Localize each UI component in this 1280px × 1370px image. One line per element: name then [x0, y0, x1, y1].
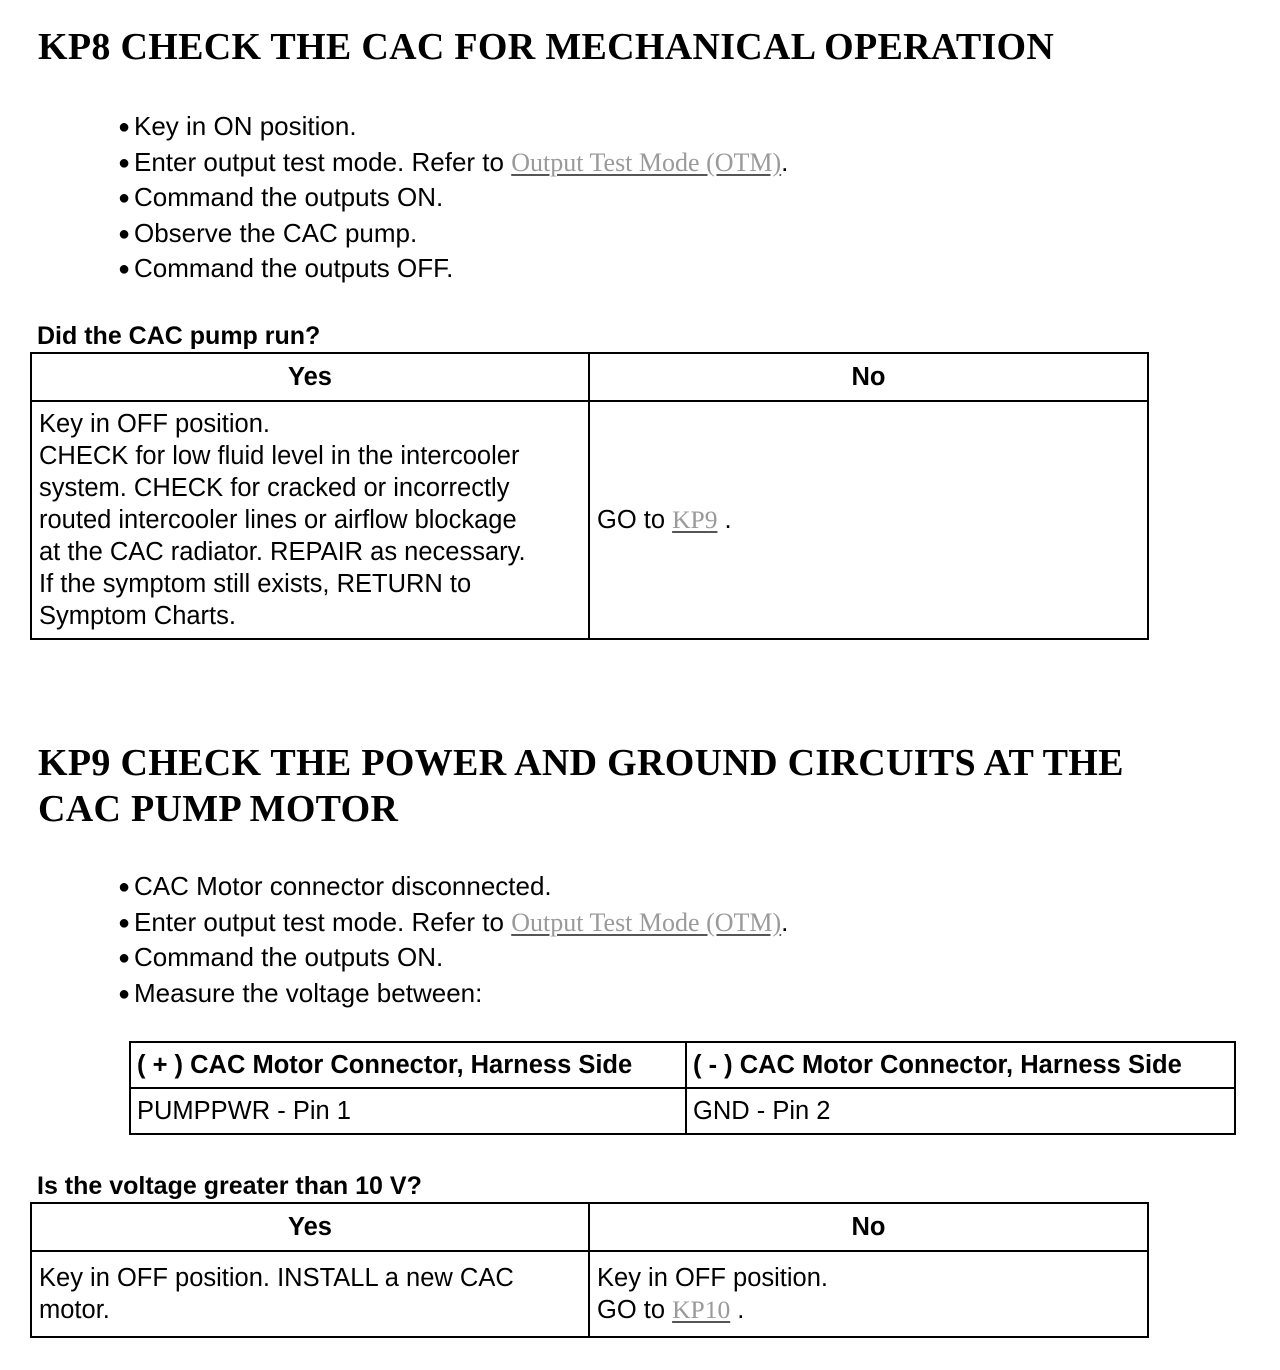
bullet-icon: ● [118, 911, 131, 934]
negative-header: ( - ) CAC Motor Connector, Harness Side [686, 1042, 1235, 1088]
bullet-icon: ● [118, 258, 131, 280]
otm-link[interactable]: Output Test Mode (OTM) [511, 147, 782, 177]
positive-header: ( + ) CAC Motor Connector, Harness Side [130, 1042, 686, 1088]
yes-header: Yes [31, 353, 589, 401]
kp8-question: Did the CAC pump run? [37, 322, 321, 350]
bullet-icon: ● [118, 947, 131, 969]
voltage-table [129, 1041, 1236, 1135]
bullet-icon: ● [118, 116, 131, 138]
bullet-icon: ● [118, 982, 131, 1005]
kp8-steps [118, 109, 788, 287]
list-item: ● Command the outputs ON. [118, 180, 788, 216]
kp9-steps [118, 869, 788, 1011]
yes-cell: Key in OFF position. INSTALL a new CAC motor. [31, 1251, 589, 1337]
no-header: No [589, 353, 1148, 401]
yes-header: Yes [31, 1203, 589, 1251]
kp9-decision-table [30, 1202, 1149, 1338]
list-item: ● Command the outputs OFF. [118, 251, 788, 287]
bullet-icon: ● [118, 876, 131, 898]
kp9-title: KP9 CHECK THE POWER AND GROUND CIRCUITS AT THE CAC PUMP MOTOR [38, 742, 1124, 830]
list-item: ● Enter output test mode. Refer to Output Test Mode (OTM). [118, 145, 788, 181]
list-item: ● Measure the voltage between: [118, 976, 788, 1012]
list-item: ● Key in ON position. [118, 109, 788, 145]
no-cell: Key in OFF position. GO to KP10 . [589, 1251, 1148, 1337]
kp8-decision-table [30, 352, 1149, 640]
list-item: ● Command the outputs ON. [118, 940, 788, 976]
no-cell: GO to KP9 . [589, 401, 1148, 639]
bullet-icon: ● [118, 151, 131, 174]
no-header: No [589, 1203, 1148, 1251]
list-item: ● Enter output test mode. Refer to Output Test Mode (OTM). [118, 905, 788, 941]
negative-pin-cell: GND - Pin 2 [686, 1088, 1235, 1134]
list-item: ● CAC Motor connector disconnected. [118, 869, 788, 905]
bullet-icon: ● [118, 222, 131, 245]
positive-pin-cell: PUMPPWR - Pin 1 [130, 1088, 686, 1134]
yes-cell: Key in OFF position. CHECK for low fluid level in the intercooler system. CHECK for cracked or incorrectly routed intercooler lines or airflow blockage at the CAC radiator. REPAIR as necessary. If the symptom still exists, RETURN to Symptom Charts. [31, 401, 589, 639]
bullet-icon: ● [118, 187, 131, 209]
list-item: ● Observe the CAC pump. [118, 216, 788, 252]
kp9-question: Is the voltage greater than 10 V? [37, 1172, 422, 1200]
otm-link[interactable]: Output Test Mode (OTM) [511, 907, 782, 937]
kp9-link[interactable]: KP9 [672, 505, 718, 534]
kp8-title: KP8 CHECK THE CAC FOR MECHANICAL OPERATION [38, 26, 1055, 68]
kp10-link[interactable]: KP10 [672, 1295, 731, 1324]
